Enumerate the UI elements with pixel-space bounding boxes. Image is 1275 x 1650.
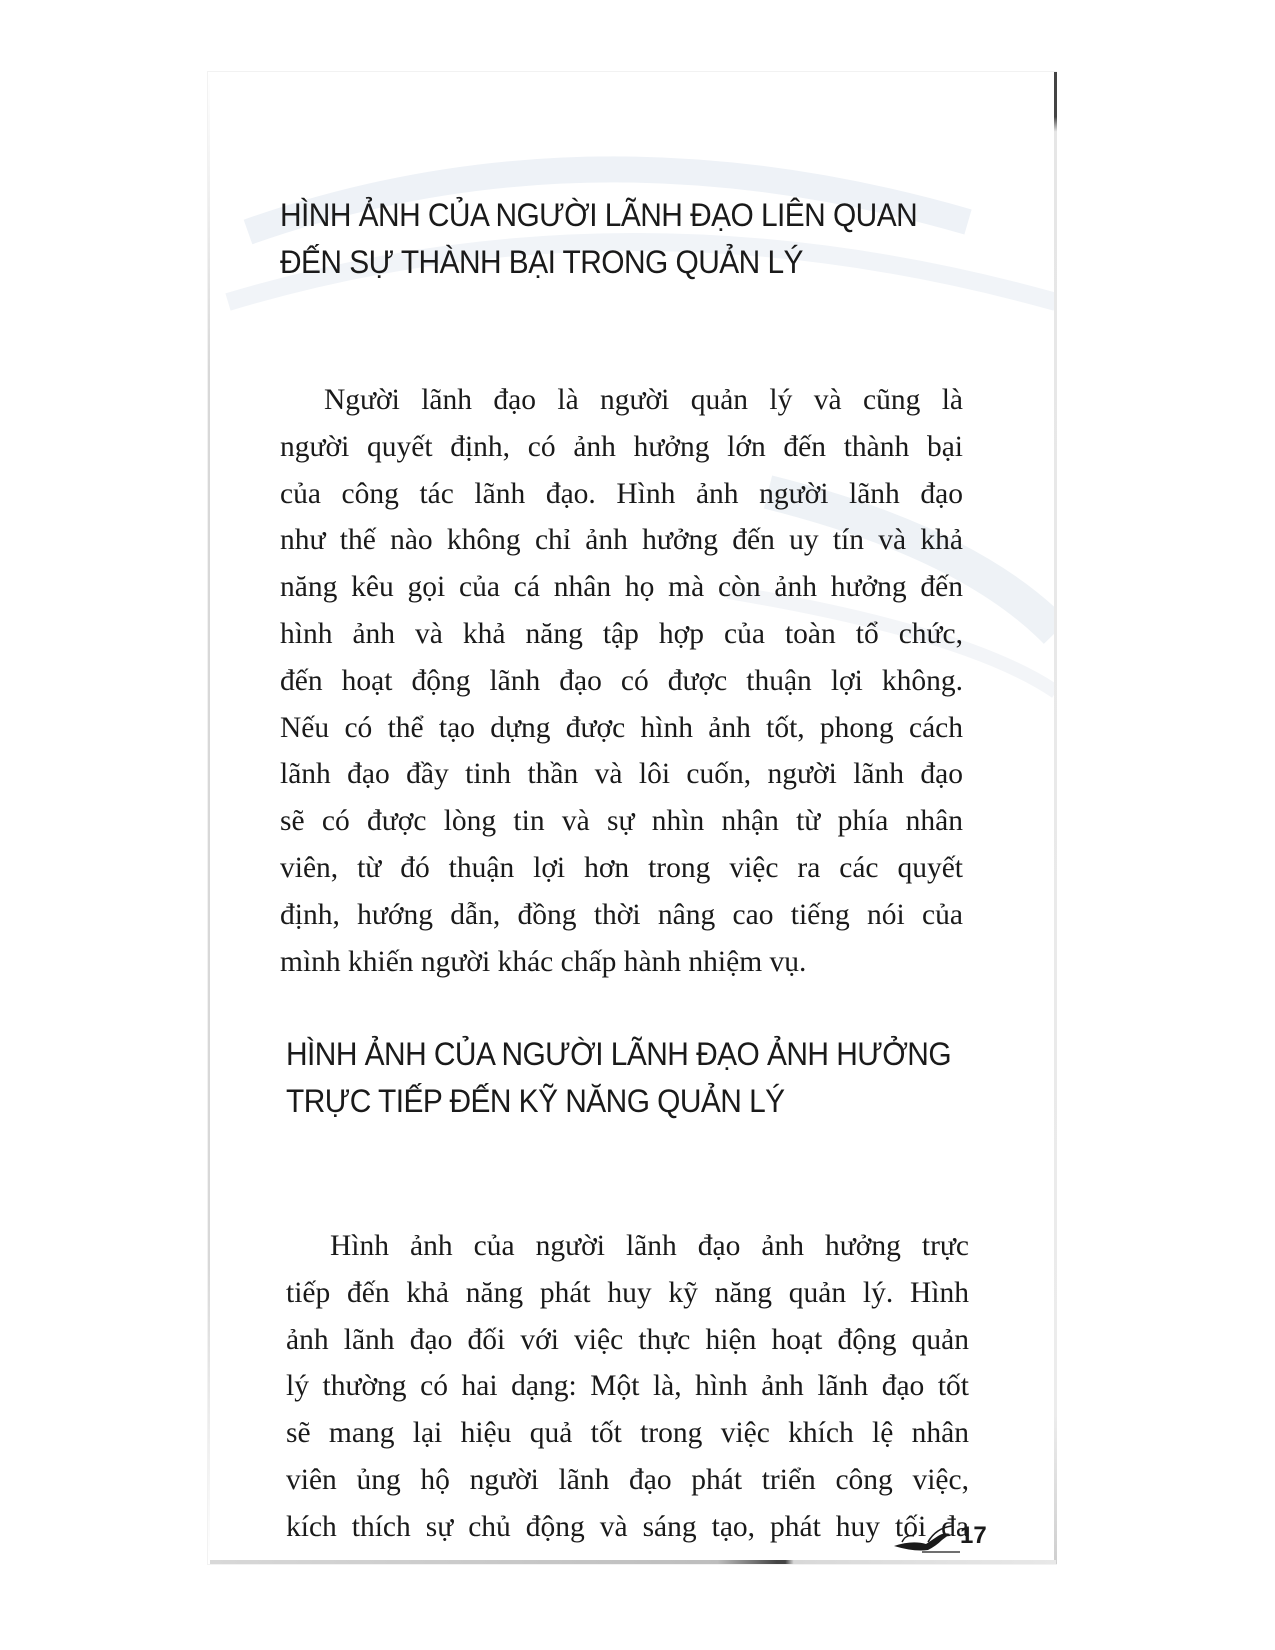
page-edge-right	[1054, 72, 1057, 1564]
page-edge-left	[208, 72, 210, 1564]
paragraph-line: lý thường có hai dạng: Một là, hình ảnh lãnh đạo tốt	[286, 1370, 969, 1403]
bird-ornament-icon	[892, 1520, 962, 1556]
paragraph-line: như thế nào không chỉ ảnh hưởng đến uy tín và khả	[280, 524, 963, 557]
heading-line: ĐẾN SỰ THÀNH BẠI TRONG QUẢN LÝ	[280, 244, 803, 280]
paragraph-line: Hình ảnh của người lãnh đạo ảnh hưởng trực	[330, 1230, 969, 1262]
heading-line: TRỰC TIẾP ĐẾN KỸ NĂNG QUẢN LÝ	[286, 1083, 785, 1119]
paragraph-line: Nếu có thể tạo dựng được hình ảnh tốt, phong cách	[280, 711, 963, 744]
paragraph-line: viên ủng hộ người lãnh đạo phát triển công việc,	[286, 1463, 969, 1496]
paragraph-line: kích thích sự chủ động và sáng tạo, phát huy tối đa	[286, 1510, 969, 1543]
paragraph-line: đến hoạt động lãnh đạo có được thuận lợi không.	[280, 664, 963, 697]
paragraph-line: năng kêu gọi của cá nhân họ mà còn ảnh hưởng đến	[280, 571, 963, 604]
section-paragraph-1	[280, 377, 963, 985]
page-edge-bottom	[210, 1560, 1056, 1564]
section-heading-1	[280, 192, 924, 286]
paragraph-line: định, hướng dẫn, đồng thời nâng cao tiếng nói của	[280, 898, 963, 931]
paragraph-line: mình khiến người khác chấp hành nhiệm vụ.	[280, 945, 807, 978]
paragraph-line: lãnh đạo đầy tinh thần và lôi cuốn, người lãnh đạo	[280, 758, 963, 791]
paragraph-line: tiếp đến khả năng phát huy kỹ năng quản lý. Hình	[286, 1276, 969, 1309]
paragraph-line: viên, từ đó thuận lợi hơn trong việc ra các quyết	[280, 851, 963, 884]
heading-line: HÌNH ẢNH CỦA NGƯỜI LÃNH ĐẠO ẢNH HƯỞNG	[286, 1036, 952, 1072]
paragraph-line: người quyết định, có ảnh hưởng lớn đến thành bại	[280, 430, 963, 463]
paragraph-line: ảnh lãnh đạo đối với việc thực hiện hoạt động quản	[286, 1323, 969, 1356]
paragraph-line: hình ảnh và khả năng tập hợp của toàn tổ chức,	[280, 617, 963, 650]
section-paragraph-2	[286, 1223, 969, 1551]
page-footer	[892, 1520, 987, 1560]
paragraph-line: sẽ mang lại hiệu quả tốt trong việc khích lệ nhân	[286, 1417, 969, 1450]
paragraph-line: của công tác lãnh đạo. Hình ảnh người lãnh đạo	[280, 477, 963, 510]
book-page	[208, 72, 1056, 1564]
page-number: 17	[960, 1522, 987, 1549]
paragraph-line: sẽ có được lòng tin và sự nhìn nhận từ phía nhân	[280, 805, 963, 838]
section-heading-2	[286, 1031, 952, 1125]
paragraph-line: Người lãnh đạo là người quản lý và cũng là	[324, 384, 963, 416]
heading-line: HÌNH ẢNH CỦA NGƯỜI LÃNH ĐẠO LIÊN QUAN	[280, 197, 918, 233]
